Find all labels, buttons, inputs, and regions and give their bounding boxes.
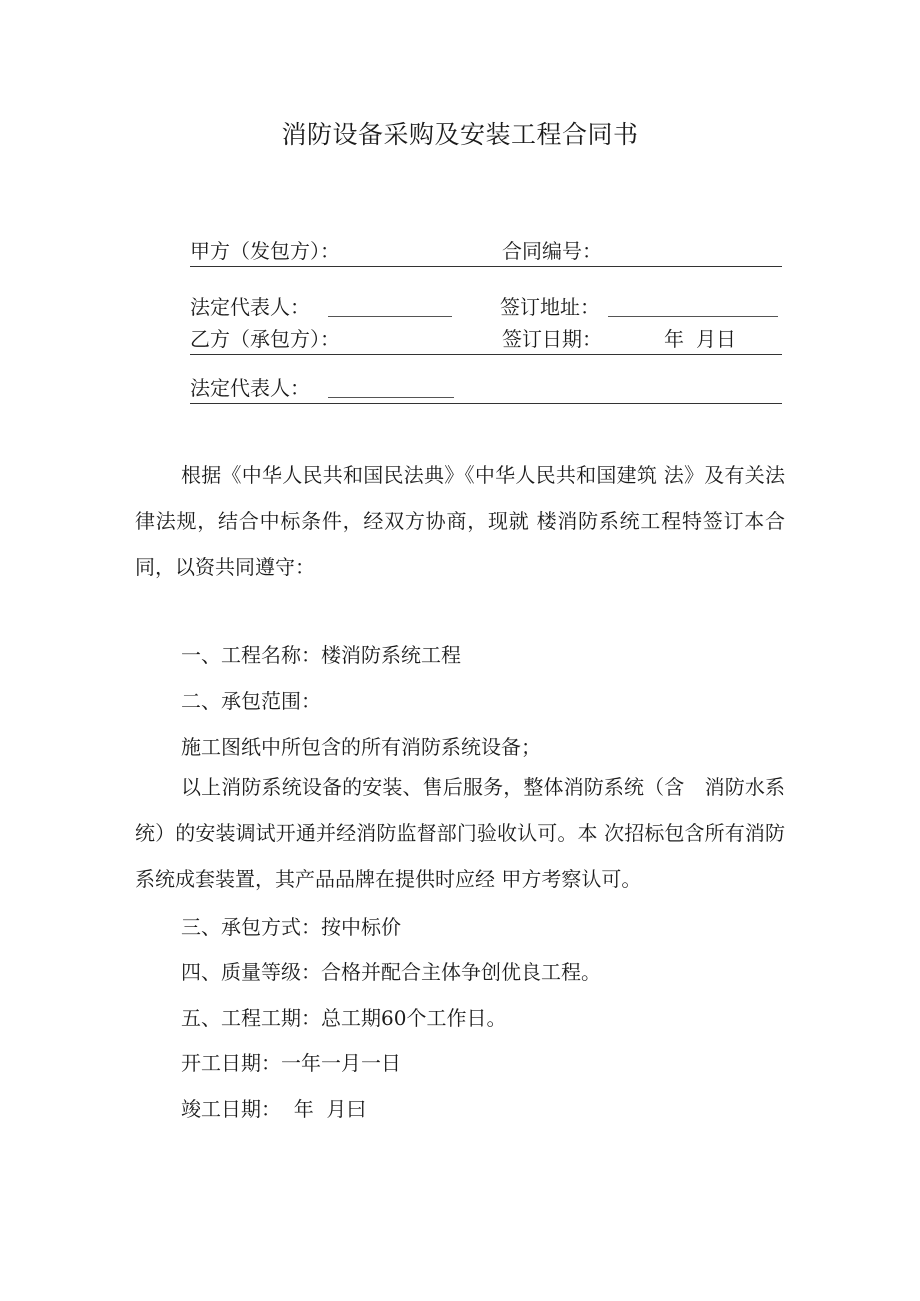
scope-item-2: 以上消防系统设备的安装、售后服务，整体消防系统（含 消防水系统）的安装调试开通并经消防监督部门验收认可。本 次招标包含所有消防系统成套装置，其产品品牌在提供时应经 甲方考察认可。 [135, 775, 785, 891]
sign-date-month-day: 月日 [696, 327, 736, 351]
document-title: 消防设备采购及安装工程合同书 [281, 120, 639, 149]
legal-rep-a-blank[interactable] [328, 316, 452, 317]
scope-item-1: 施工图纸中所包含的所有消防系统设备； [181, 735, 541, 759]
item-duration: 五、工程工期：总工期60个工作日。 [181, 1006, 507, 1030]
party-b-label: 乙方（承包方）： [190, 327, 340, 351]
legal-rep-a-label: 法定代表人： [190, 295, 310, 319]
sign-place-blank[interactable] [608, 316, 778, 317]
start-date: 开工日期：一年一月一日 [181, 1051, 401, 1075]
contract-no-label: 合同编号： [502, 239, 602, 263]
end-date: 竣工日期： 年 月曰 [181, 1097, 367, 1121]
item-project-name: 一、工程名称：楼消防系统工程 [181, 643, 461, 667]
item-quality-grade: 四、质量等级：合格并配合主体争创优良工程。 [181, 960, 601, 984]
sign-place-label: 签订地址： [500, 295, 600, 319]
legal-rep-b-blank[interactable] [328, 397, 454, 398]
item-contract-method: 三、承包方式：按中标价 [181, 915, 401, 939]
item-scope-heading: 二、承包范围： [181, 689, 321, 713]
legal-rep-a-row [190, 292, 782, 322]
sign-date-label: 签订日期： [502, 327, 602, 351]
party-b-row [190, 324, 782, 355]
sign-date-year: 年 [664, 327, 684, 351]
party-a-label: 甲方（发包方）： [190, 239, 340, 263]
party-a-row [190, 236, 782, 267]
intro-paragraph: 根据《中华人民共和国民法典》《中华人民共和国建筑 法》及有关法律法规，结合中标条件，经双方协商，现就 楼消防系统工程特签订本合同，以资共同遵守： [135, 463, 785, 579]
legal-rep-b-row [190, 373, 782, 404]
legal-rep-b-label: 法定代表人： [190, 376, 310, 400]
